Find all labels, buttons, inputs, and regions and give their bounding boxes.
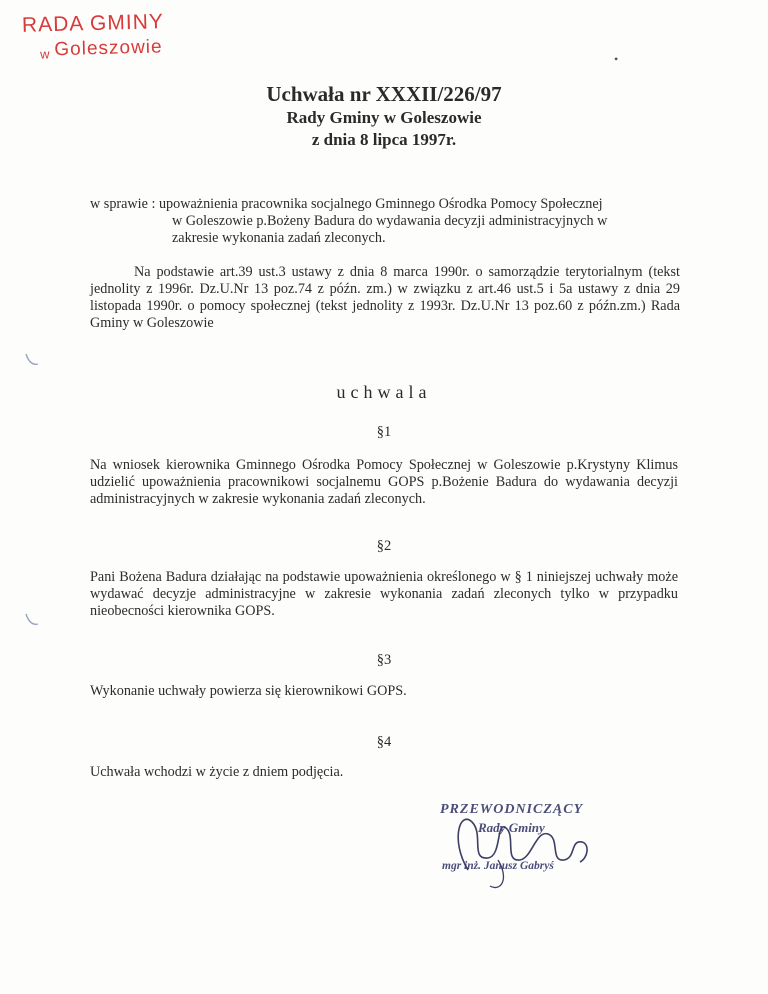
subject-line-2: w Goleszowie p.Bożeny Badura do wydawania decyzji administracyjnych w xyxy=(172,213,608,229)
office-stamp-town: Goleszowie xyxy=(54,36,163,61)
scan-dot: • xyxy=(614,52,619,66)
signature-body: Rady Gminy xyxy=(478,820,545,835)
subject-line-1: w sprawie : upoważnienia pracownika socjalnego Gminnego Ośrodka Pomocy Społecznej xyxy=(90,196,603,212)
punch-hole-icon xyxy=(24,352,40,368)
section-3-mark: §3 xyxy=(376,652,392,668)
signature-role: PRZEWODNICZĄCY xyxy=(440,802,584,817)
punch-hole-mark xyxy=(24,352,40,373)
signature-block xyxy=(440,800,630,895)
signature-name: mgr inż. Janusz Gabryś xyxy=(442,860,554,872)
section-4-mark: §4 xyxy=(376,734,392,750)
section-2-mark: §2 xyxy=(376,538,392,554)
legal-basis xyxy=(90,264,680,332)
section-1-text: Na wniosek kierownika Gminnego Ośrodka Pomocy Społecznej w Goleszowie p.Krystyny Klimus udzielić upoważnienia pracownikowi socjalnemu GOPS p.Bożenie Badura do wydawania decyzji administracyjnych w zakresie wykonania zadań zleconych. xyxy=(90,457,678,507)
resolution-issuer: Rady Gminy w Goleszowie xyxy=(286,108,482,127)
section-3-text: Wykonanie uchwały powierza się kierownikowi GOPS. xyxy=(90,683,407,699)
legal-basis-text: Na podstawie art.39 ust.3 ustawy z dnia 8 marca 1990r. o samorządzie terytorialnym (tekst jednolity z 1996r. Dz.U.Nr 13 poz.74 z późn. zm.) w związku z art.46 ust.5 i 5a ustawy z dnia 29 listopada 1990r. o pomocy społecznej (tekst jednolity z 1993r. Dz.U.Nr 13 poz.60 z późn.zm.) Rada Gminy w Goleszowie xyxy=(90,264,680,331)
subject-line-3: zakresie wykonania zadań zleconych. xyxy=(172,230,386,246)
punch-hole-icon-2 xyxy=(24,612,40,628)
section-1-mark: §1 xyxy=(376,424,392,440)
section-4-text: Uchwała wchodzi w życie z dniem podjęcia. xyxy=(90,764,344,780)
section-2-text: Pani Bożena Badura działając na podstawie upoważnienia określonego w § 1 niniejszej uchwały może wydawać decyzje administracyjne w zakresie wykonania zadań zleconych tylko w przypadku nieobecności kierownika GOPS. xyxy=(90,569,678,619)
office-stamp-w: w xyxy=(39,46,51,62)
resolution-subject xyxy=(90,196,680,247)
office-stamp-line1: RADA GMINY xyxy=(21,10,165,37)
resolution-date: z dnia 8 lipca 1997r. xyxy=(311,130,457,149)
resolves-heading: uchwala xyxy=(336,382,432,402)
office-stamp-line2 xyxy=(40,36,163,61)
handwritten-signature xyxy=(440,800,630,895)
punch-hole-mark-2 xyxy=(24,612,40,633)
resolution-title: Uchwała nr XXXII/226/97 xyxy=(266,82,502,106)
